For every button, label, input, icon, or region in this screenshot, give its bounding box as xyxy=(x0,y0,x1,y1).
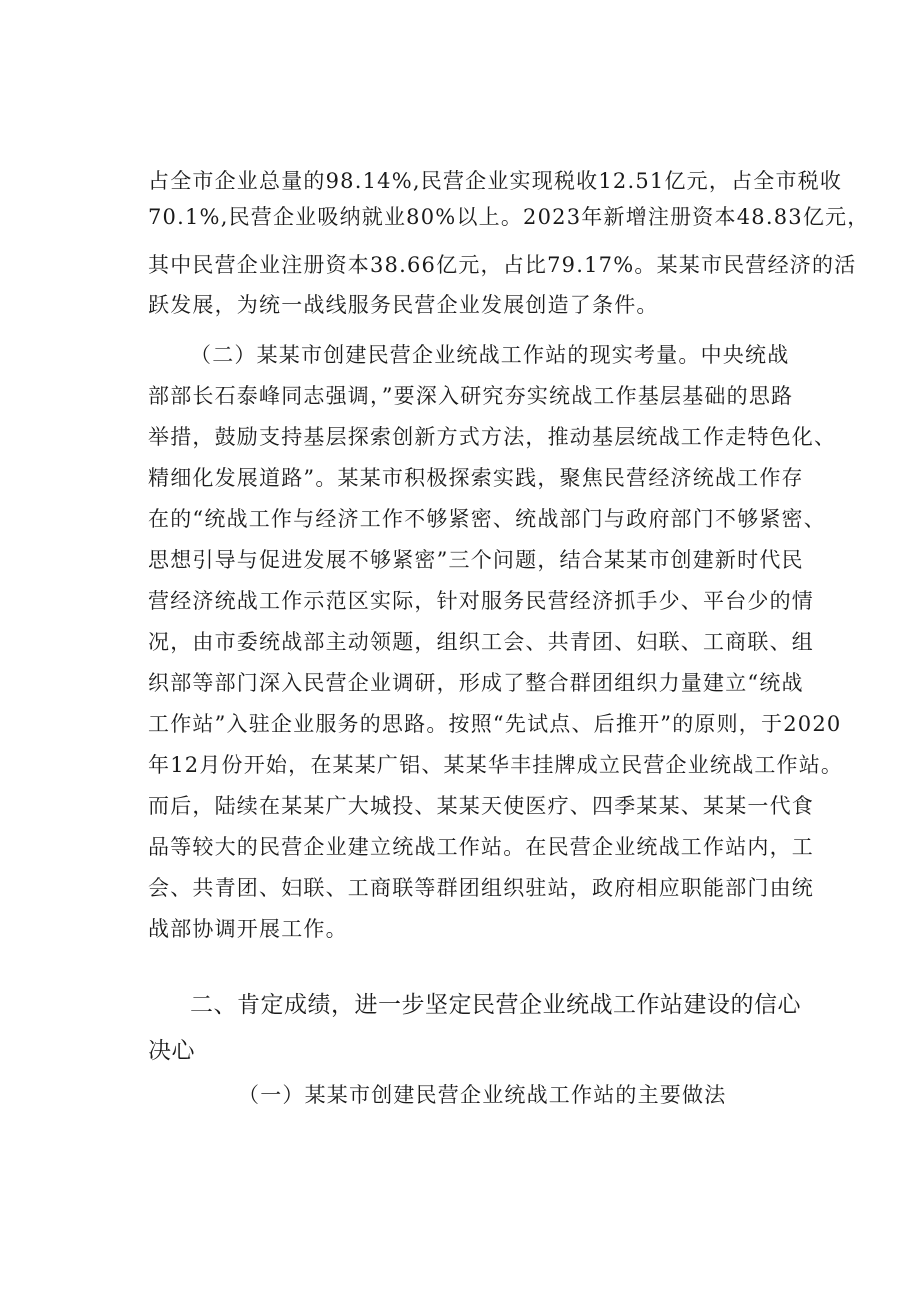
text-line: 70.1%,民营企业吸纳就业80%以上。2023年新增注册资本48.83亿元， xyxy=(148,205,870,229)
text-line: 跃发展，为统一战线服务民营企业发展创造了条件。 xyxy=(148,293,659,317)
text-line: 而后，陆续在某某广大城投、某某天使医疗、四季某某、某某一代食 xyxy=(148,794,814,818)
text-line: 在的“统战工作与经济工作不够紧密、统战部门与政府部门不够紧密、 xyxy=(148,507,826,531)
text-line: 织部等部门深入民营企业调研，形成了整合群团组织力量建立“统战 xyxy=(148,671,804,695)
text-line: 工作站”入驻企业服务的思路。按照“先试点、后推开”的原则，于2020 xyxy=(148,712,842,736)
text-line: （二）某某市创建民营企业统战工作站的现实考量。中央统战 xyxy=(190,343,790,367)
text-line: 举措，鼓励支持基层探索创新方式方法，推动基层统战工作走特色化、 xyxy=(148,425,837,449)
text-line: 部部长石泰峰同志强调，”要深入研究夯实统战工作基层基础的思路 xyxy=(148,384,794,408)
text-line: 思想引导与促进发展不够紧密”三个问题，结合某某市创建新时代民 xyxy=(148,548,804,572)
subsection-heading: （一）某某市创建民营企业统战工作站的主要做法 xyxy=(238,1083,727,1107)
text-line: 会、共青团、妇联、工商联等群团组织驻站，政府相应职能部门由统 xyxy=(148,876,814,900)
text-line: 其中民营企业注册资本38.66亿元，占比79.17%。某某市民营经济的活 xyxy=(148,253,857,277)
text-line: 占全市企业总量的98.14%,民营企业实现税收12.51亿元，占全市税收 xyxy=(148,169,843,193)
text-line: 况，由市委统战部主动领题，组织工会、共青团、妇联、工商联、组 xyxy=(148,630,814,654)
section-heading-line: 决心 xyxy=(148,1038,195,1064)
text-line: 品等较大的民营企业建立统战工作站。在民营企业统战工作站内，工 xyxy=(148,835,814,859)
text-line: 年12月份开始，在某某广铝、某某华丰挂牌成立民营企业统战工作站。 xyxy=(148,753,844,777)
text-line: 战部协调开展工作。 xyxy=(148,917,348,941)
section-heading-line: 二、肯定成绩，进一步坚定民营企业统战工作站建设的信心 xyxy=(190,992,801,1018)
text-line: 精细化发展道路”。某某市积极探索实践，聚焦民营经济统战工作存 xyxy=(148,466,804,490)
text-line: 营经济统战工作示范区实际，针对服务民营经济抓手少、平台少的情 xyxy=(148,589,814,613)
